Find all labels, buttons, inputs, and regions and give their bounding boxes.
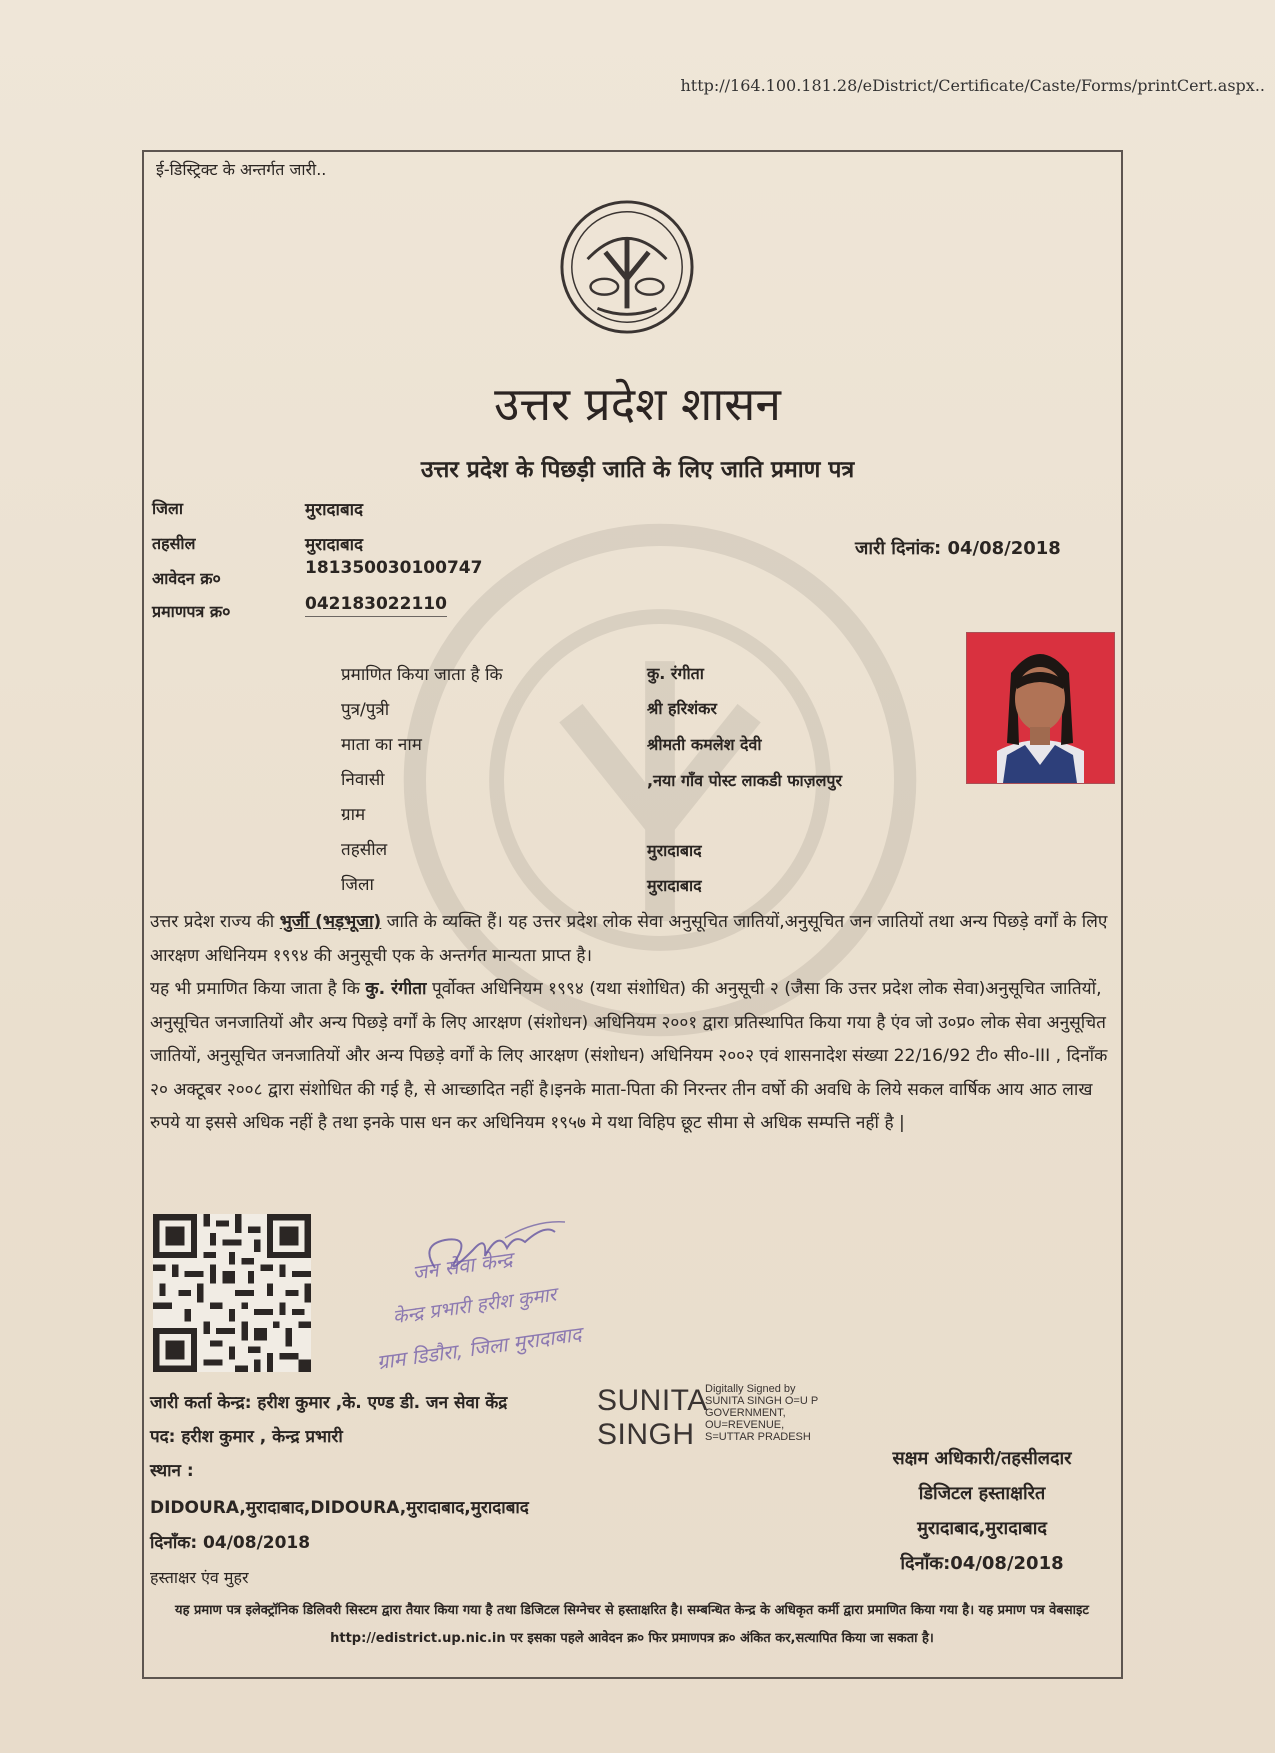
digital-signer-last-name: SINGH [597,1418,695,1451]
parent-label: पुत्र/पुत्री [341,700,390,720]
issued-under-note: ई-डिस्ट्रिक्ट के अन्तर्गत जारी.. [156,160,327,179]
verification-qr-code [153,1214,311,1372]
applicant-photo [966,632,1115,784]
issue-date [855,536,1061,560]
stamp-incharge: केन्द्र प्रभारी हरीश कुमार [391,1283,558,1329]
stamp-center-name: जन सेवा केन्द्र [410,1247,514,1285]
district-label: जिला [152,499,184,518]
body-recognition: जाति के व्यक्ति हैं। यह उत्तर प्रदेश लोक सेवा अनुसूचित जातियों,अनुसूचित जन जातियों तथा अन्य पिछड़े वर्गों के लिए आरक्षण अधिनियम १९९४ की अनुसूची एक के अन्तर्गत मान्यता प्राप्त है। [150,912,1108,966]
body-certify: यह भी प्रमाणित किया जाता है कि [150,979,366,999]
resident-value: ,नया गाँव पोस्ट लाकडी फाज़लपुर [647,771,843,790]
body-declaration: पूर्वोक्त अधिनियम १९९४ (यथा संशोधित) की अनुसूची २ (जैसा कि उत्तर प्रदेश लोक सेवा)अनुसूचित जातियों, अनुसूचित जनजातियों और अन्य पिछड़े वर्गों के लिए आरक्षण (संशोधन) अधिनियम २००१ द्वारा प्रतिस्थापित किया गया है एंव जो उ०प्र० लोक सेवा अनुसूचित जातियों, अनुसूचित जनजातियों और अन्य पिछड़े वर्गों के लिए आरक्षण (संशोधन) अधिनियम २००२ एवं शासनादेश संख्या 22/16/92 टी० सी०-III , दिनाँक २० अक्टूबर २००८ द्वारा संशोधित की गई है, से आच्छादित नहीं है।इनके माता-पिता की निरन्तर तीन वर्षो की अवधि के लिये सकल वार्षिक आय आठ लाख रुपये या इससे अधिक नहीं है तथा इनके पास धन कर अधिनियम १९५७ मे यथा विहिप छूट सीमा से अधिक सम्पत्ति नहीं है | [150,979,1108,1133]
tehsil-label: तहसील [152,534,196,553]
issuer-post: पद: हरीश कुमार , केन्द्र प्रभारी [150,1427,343,1447]
mother-label: माता का नाम [341,735,422,755]
resident-label: निवासी [341,770,385,790]
authority-digital-signed: डिजिटल हस्ताक्षरित [918,1483,1046,1504]
person-district-label: जिला [341,875,374,895]
authority-title: सक्षम अधिकारी/तहसीलदार [892,1448,1072,1469]
village-label: ग्राम [341,805,366,825]
person-tehsil-value: मुरादाबाद [647,841,702,860]
verification-footer-note: यह प्रमाण पत्र इलेक्ट्रॉनिक डिलिवरी सिस्टम द्वारा तैयार किया गया है तथा डिजिटल सिग्नेचर से हस्ताक्षरित है। सम्बन्धित केन्द्र के अधिकृत कर्मी द्वारा प्रमाणित किया गया है। यह प्रमाण पत्र वेबसाइट http://edistrict.up.nic.in पर इसका पहले आवेदन क्र० फिर प्रमाणपत्र क्र० अंकित कर,सत्यापित किया जा सकता है। [175,1603,1089,1646]
district-value: मुरादाबाद [305,500,364,520]
certificate-body [150,906,1115,1141]
certify-label: प्रमाणित किया जाता है कि [341,665,503,685]
digital-signature-details: Digitally Signed by SUNITA SINGH O=U P GOVERNMENT, OU=REVENUE, S=UTTAR PRADESH [705,1383,818,1443]
issue-date-value: 04/08/2018 [947,538,1061,559]
person-district-value: मुरादाबाद [647,876,702,895]
stamp-address: ग्राम डिडौरा, जिला मुरादाबाद [375,1321,583,1375]
certificate-title: उत्तर प्रदेश के पिछड़ी जाति के लिए जाति प्रमाण पत्र [420,457,855,483]
body-applicant-name: कु. रंगीता [365,979,427,999]
parent-value: श्री हरिशंकर [647,699,717,718]
up-government-emblem-icon [558,198,696,336]
application-number-value: 181350030100747 [305,558,483,578]
digital-signer-first-name: SUNITA [597,1384,708,1417]
issue-date-label: जारी दिनांक: [855,538,942,559]
mother-value: श्रीमती कमलेश देवी [647,735,762,754]
certificate-number-label: प्रमाणपत्र क्र० [152,602,231,621]
issuing-center: जारी कर्ता केन्द्र: हरीश कुमार ,के. एण्ड डी. जन सेवा केंद्र [150,1393,508,1413]
authority-place: मुरादाबाद,मुरादाबाद [917,1518,1047,1539]
certify-value: कु. रंगीता [647,664,704,683]
issuer-date: दिनाँक: 04/08/2018 [150,1533,311,1553]
authority-date: दिनाँक:04/08/2018 [900,1553,1064,1574]
person-tehsil-label: तहसील [341,840,388,860]
body-intro: उत्तर प्रदेश राज्य की [150,912,280,932]
certificate-number-value: 042183022110 [305,594,447,617]
place-label: स्थान : [150,1461,194,1481]
signature-seal-label: हस्ताक्षर एंव मुहर [150,1568,249,1587]
application-number-label: आवेदन क्र० [152,569,221,588]
place-value: DIDOURA,मुरादाबाद,DIDOURA,मुरादाबाद,मुरादाबाद [150,1498,529,1518]
caste-name: भुर्जी (भड़भूजा) [279,912,382,932]
government-title: उत्तर प्रदेश शासन [494,377,781,431]
source-url: http://164.100.181.28/eDistrict/Certificate/Caste/Forms/printCert.aspx.. [680,76,1265,95]
tehsil-value: मुरादाबाद [305,535,364,555]
